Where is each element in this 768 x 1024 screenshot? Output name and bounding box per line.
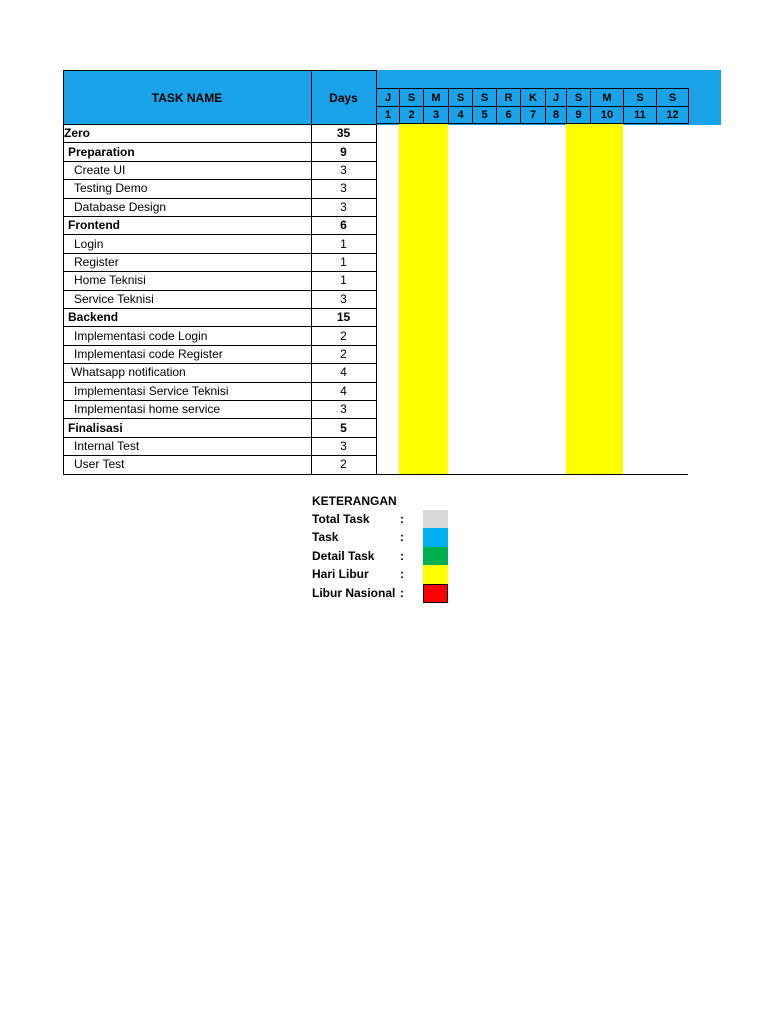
task-days: 2: [340, 457, 347, 472]
day-letter: R: [496, 88, 521, 107]
task-name: Backend: [68, 310, 119, 325]
table-row: [0, 437, 768, 455]
task-name: Finalisasi: [68, 420, 123, 435]
day-letter: S: [472, 88, 497, 107]
day-number: 9: [566, 106, 591, 124]
day-letter: J: [376, 88, 400, 107]
day-number: 10: [590, 106, 624, 124]
table-row: [0, 234, 768, 252]
task-days: 3: [340, 199, 347, 214]
day-number: 7: [520, 106, 546, 124]
task-days: 3: [340, 291, 347, 306]
task-name: Zero: [64, 126, 91, 141]
task-name: Register: [74, 254, 119, 269]
day-number: 12: [656, 106, 689, 124]
task-days: 5: [340, 420, 347, 435]
day-letter: J: [545, 88, 567, 107]
table-row: [0, 345, 768, 363]
days-chart-divider: [376, 70, 377, 474]
table-row: [0, 198, 768, 216]
legend-label: Detail Task: [312, 548, 375, 563]
day-letter: S: [399, 88, 424, 107]
day-letter: S: [656, 88, 689, 107]
task-days: 6: [340, 218, 347, 233]
table-row: [0, 142, 768, 160]
legend-label: Hari Libur: [312, 567, 369, 582]
legend-swatch: [423, 528, 448, 547]
day-letter: M: [423, 88, 449, 107]
day-letter: M: [590, 88, 624, 107]
task-days: 2: [340, 328, 347, 343]
task-days: 4: [340, 383, 347, 398]
task-days: 3: [340, 181, 347, 196]
table-row: [0, 290, 768, 308]
legend-swatch: [423, 510, 448, 529]
task-days: 3: [340, 162, 347, 177]
table-row: [0, 363, 768, 381]
day-number: 3: [423, 106, 449, 124]
day-number: 2: [399, 106, 424, 124]
task-days: 4: [340, 365, 347, 380]
day-number: 6: [496, 106, 521, 124]
task-days: 1: [340, 236, 347, 251]
table-row: [0, 161, 768, 179]
table-row: [0, 400, 768, 418]
name-days-divider: [311, 70, 312, 474]
table-row: [0, 455, 768, 473]
task-days: 15: [336, 310, 351, 325]
task-name: Implementasi home service: [74, 402, 221, 417]
table-row: [0, 124, 768, 142]
task-days: 2: [340, 346, 347, 361]
task-name: Implementasi Service Teknisi: [74, 383, 229, 398]
table-row: [0, 308, 768, 326]
table-top-border: [63, 124, 376, 125]
table-row: [0, 418, 768, 436]
legend-colon: :: [400, 548, 404, 563]
task-name: Implementasi code Login: [74, 328, 208, 343]
task-name: Login: [74, 236, 104, 251]
day-letter: S: [566, 88, 591, 107]
day-letter: S: [448, 88, 473, 107]
table-row: [0, 326, 768, 344]
day-number: 11: [623, 106, 657, 124]
table-row: [0, 382, 768, 400]
legend-title: KETERANGAN: [312, 494, 397, 508]
days-header: Days: [329, 90, 358, 105]
task-days: 3: [340, 438, 347, 453]
legend-colon: :: [400, 512, 404, 526]
day-number: 5: [472, 106, 497, 124]
task-name: Create UI: [74, 162, 126, 177]
day-number: 4: [448, 106, 473, 124]
row-divider: [63, 474, 376, 475]
task-days: 1: [340, 273, 347, 288]
task-name-header: TASK NAME: [151, 90, 223, 105]
table-row: [0, 179, 768, 197]
task-days: 9: [340, 144, 347, 159]
task-name: Database Design: [74, 199, 167, 214]
legend-colon: :: [400, 567, 404, 582]
day-letter: S: [623, 88, 657, 107]
task-name: Preparation: [68, 144, 135, 159]
legend-colon: :: [400, 585, 404, 600]
day-number: 8: [545, 106, 567, 124]
legend-label: Libur Nasional: [312, 585, 396, 600]
task-name: Internal Test: [74, 438, 140, 453]
task-name: Testing Demo: [74, 181, 148, 196]
table-row: [0, 216, 768, 234]
day-number: 1: [376, 106, 400, 124]
task-name: Frontend: [68, 218, 120, 233]
table-row: [0, 253, 768, 271]
task-name: User Test: [74, 457, 125, 472]
task-days: 3: [340, 402, 347, 417]
legend-swatch: [423, 584, 448, 603]
legend-swatch: [423, 547, 448, 566]
task-name: Implementasi code Register: [74, 346, 223, 361]
legend-label: Task: [312, 530, 339, 545]
legend-colon: :: [400, 530, 404, 545]
header-top-border: [63, 70, 376, 71]
legend-label: Total Task: [312, 512, 370, 526]
task-name: Service Teknisi: [74, 291, 154, 306]
task-name: Whatsapp notification: [71, 365, 186, 380]
table-left-border: [63, 70, 64, 474]
chart-bottom-border: [376, 474, 688, 475]
task-name: Home Teknisi: [74, 273, 146, 288]
task-days: 1: [340, 254, 347, 269]
day-letter: K: [520, 88, 546, 107]
table-row: [0, 271, 768, 289]
task-days: 35: [336, 126, 351, 141]
legend-swatch: [423, 565, 448, 584]
